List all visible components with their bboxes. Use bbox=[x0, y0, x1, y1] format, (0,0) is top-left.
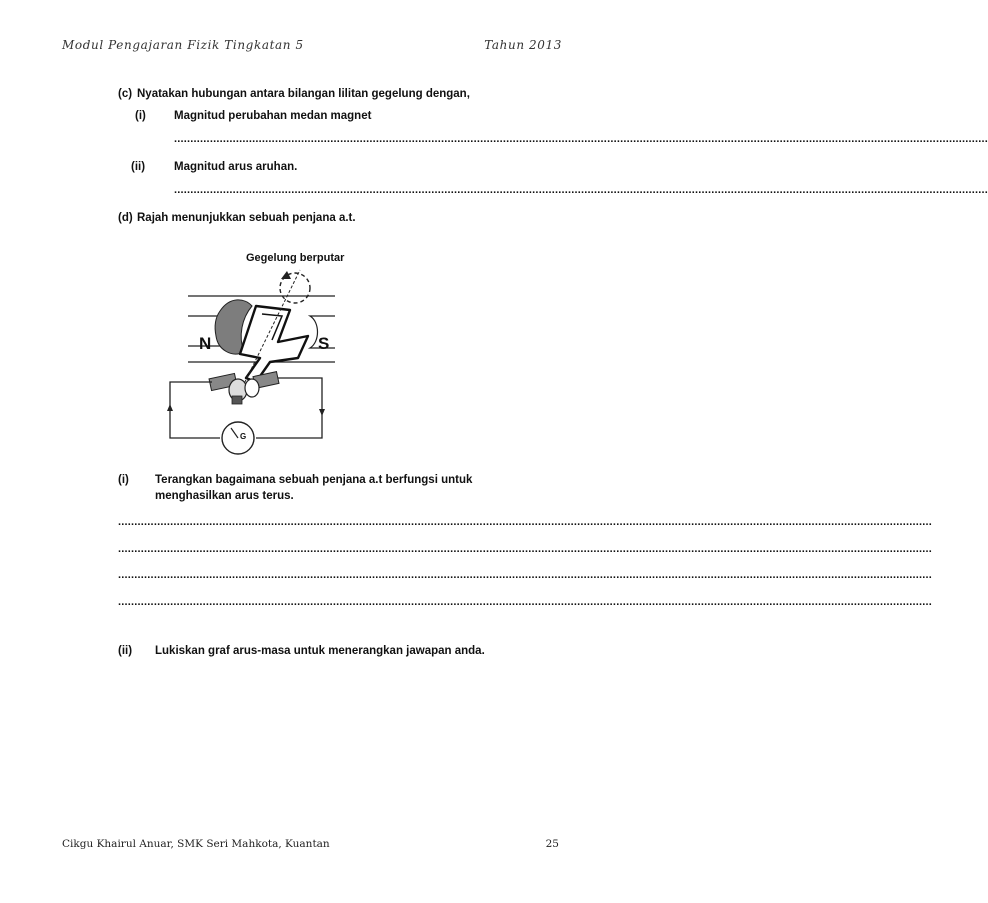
answer-line-d-i-2[interactable]: .......................................................................................................................................................................................................................................................... bbox=[118, 543, 933, 555]
question-d-i-label: (i) bbox=[118, 474, 129, 486]
header-year: Tahun 2013 bbox=[484, 38, 562, 52]
answer-line-d-i-4[interactable]: .......................................................................................................................................................................................................................................................... bbox=[118, 596, 933, 608]
coil-label: Gegelung berputar bbox=[246, 252, 345, 264]
question-d-ii-text: Lukiskan graf arus-masa untuk menerangkan jawapan anda. bbox=[155, 645, 485, 657]
answer-line-d-i-1[interactable]: .......................................................................................................................................................................................................................................................... bbox=[118, 516, 933, 528]
answer-line-c-ii[interactable]: .......................................................................................................................................................................................................................................................... bbox=[174, 184, 988, 196]
galvanometer-label: G bbox=[240, 432, 247, 441]
question-c-i-label: (i) bbox=[135, 110, 146, 122]
footer-author: Cikgu Khairul Anuar, SMK Seri Mahkota, Kuantan bbox=[62, 838, 330, 850]
page-number: 25 bbox=[545, 838, 559, 850]
question-c-i-text: Magnitud perubahan medan magnet bbox=[174, 110, 372, 122]
question-c-label: (c) bbox=[118, 88, 133, 100]
question-d-label: (d) bbox=[118, 212, 133, 224]
question-d-ii-label: (ii) bbox=[118, 645, 133, 657]
south-pole-label: S bbox=[318, 334, 330, 353]
question-d-i-line1: Terangkan bagaimana sebuah penjana a.t berfungsi untuk bbox=[155, 474, 473, 486]
ac-generator-diagram bbox=[160, 266, 360, 452]
current-arrow-left bbox=[167, 404, 173, 411]
question-c-ii-text: Magnitud arus aruhan. bbox=[174, 161, 298, 173]
question-d-i-line2: menghasilkan arus terus. bbox=[155, 490, 294, 502]
current-arrow-right bbox=[319, 409, 325, 416]
question-c-ii-label: (ii) bbox=[131, 161, 146, 173]
rotating-coil bbox=[240, 306, 308, 382]
header-module-title: Modul Pengajaran Fizik Tingkatan 5 bbox=[62, 38, 304, 52]
question-c-text: Nyatakan hubungan antara bilangan lilitan gegelung dengan, bbox=[137, 88, 470, 100]
answer-line-d-i-3[interactable]: .......................................................................................................................................................................................................................................................... bbox=[118, 569, 933, 581]
answer-line-c-i[interactable]: .......................................................................................................................................................................................................................................................... bbox=[174, 133, 988, 145]
question-d-text: Rajah menunjukkan sebuah penjana a.t. bbox=[137, 212, 356, 224]
north-pole-label: N bbox=[199, 334, 212, 353]
slip-rings bbox=[209, 372, 279, 404]
